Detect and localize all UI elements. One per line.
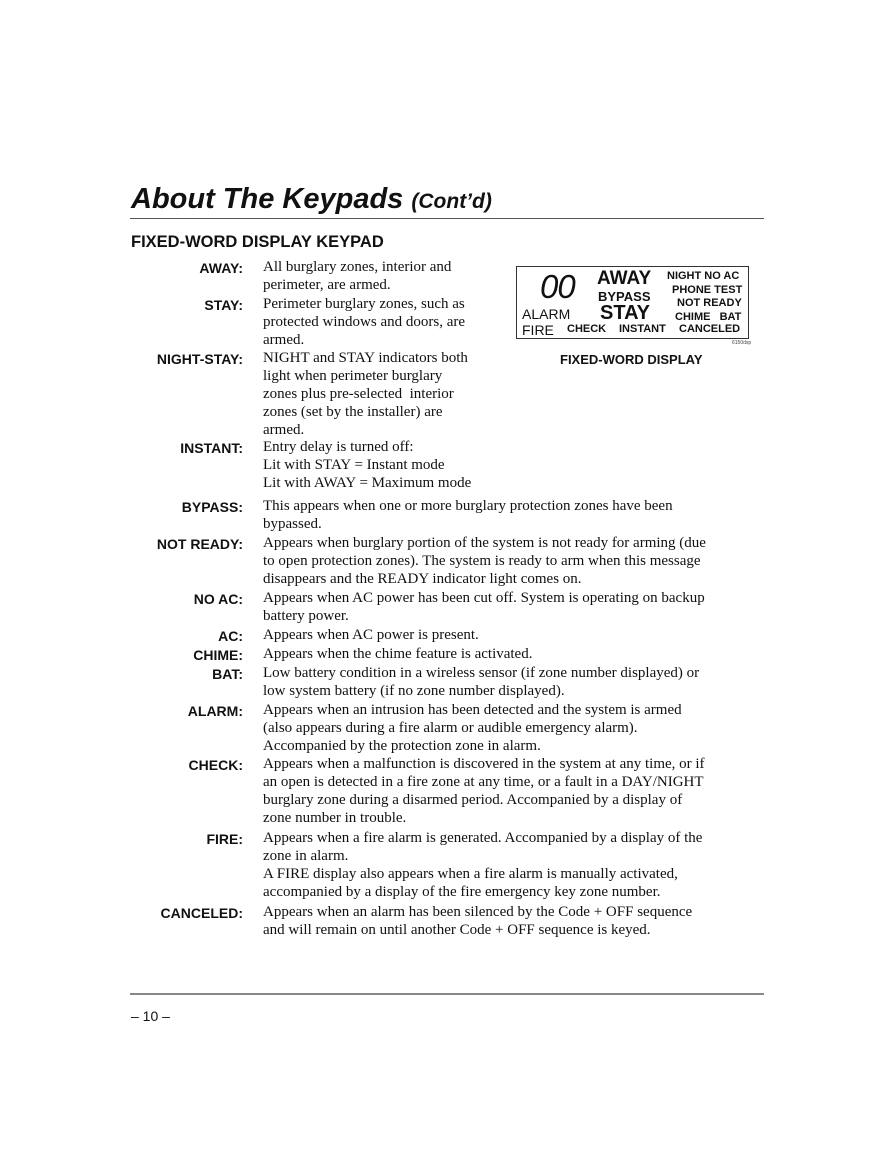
- definition-text-line: Lit with STAY = Instant mode: [263, 457, 445, 473]
- lcd-not-ready: NOT READY: [677, 297, 742, 309]
- definition-text-line: This appears when one or more burglary protection zones have been: [263, 498, 673, 514]
- title-main: About The Keypads: [131, 183, 404, 215]
- definition-term: ALARM:: [187, 703, 243, 719]
- lcd-check: CHECK: [567, 323, 607, 335]
- fixed-word-display: [516, 266, 749, 339]
- definition-term: CHECK:: [188, 757, 243, 773]
- page-number: – 10 –: [131, 1008, 170, 1024]
- definition-term: FIRE:: [206, 831, 243, 847]
- definition-term: CHIME:: [193, 647, 243, 663]
- lcd-stay: STAY: [600, 302, 651, 324]
- definition-term: STAY:: [204, 297, 243, 313]
- lcd-canceled: CANCELED: [679, 323, 741, 335]
- definition-text-line: light when perimeter burglary: [263, 368, 443, 384]
- definition-text-line: zone in alarm.: [263, 848, 349, 864]
- definition-text-line: disappears and the READY indicator light comes on.: [263, 571, 582, 587]
- definition-text-line: protected windows and doors, are: [263, 314, 466, 330]
- definition-text-line: Appears when burglary portion of the system is not ready for arming (due: [263, 535, 706, 551]
- footer-rule: [130, 993, 764, 995]
- lcd-away: AWAY: [597, 268, 652, 289]
- definition-text-line: low system battery (if no zone number displayed).: [263, 683, 565, 699]
- definition-text-line: zones (set by the installer) are: [263, 404, 443, 420]
- definition-text-line: zone number in trouble.: [263, 810, 407, 826]
- definition-text-line: Appears when a malfunction is discovered in the system at any time, or if: [263, 756, 705, 772]
- definition-term: AWAY:: [199, 260, 243, 276]
- lcd-instant: INSTANT: [619, 323, 666, 335]
- definition-text-line: and will remain on until another Code + OFF sequence is keyed.: [263, 922, 651, 938]
- definition-text-line: an open is detected in a fire zone at any time, or a fault in a DAY/NIGHT: [263, 774, 704, 790]
- definition-term: NOT READY:: [156, 536, 243, 552]
- definition-text-line: (also appears during a fire alarm or audible emergency alarm).: [263, 720, 638, 736]
- page-title: [131, 183, 492, 216]
- definition-text-line: zones plus pre-selected interior: [263, 386, 454, 402]
- definition-text-line: Entry delay is turned off:: [263, 439, 414, 455]
- definition-text-line: to open protection zones). The system is ready to arm when this message: [263, 553, 701, 569]
- definition-term: NIGHT-STAY:: [156, 351, 243, 367]
- definition-term: NO AC:: [193, 591, 243, 607]
- display-code: 6150dsp: [732, 340, 752, 346]
- section-title: FIXED-WORD DISPLAY KEYPAD: [131, 233, 384, 251]
- definition-text-line: Accompanied by the protection zone in alarm.: [263, 738, 541, 754]
- definition-text-line: All burglary zones, interior and: [263, 259, 452, 275]
- definition-text-line: Appears when AC power has been cut off. System is operating on backup: [263, 590, 705, 606]
- definition-text-line: Perimeter burglary zones, such as: [263, 296, 465, 312]
- definition-text-line: Appears when an intrusion has been detected and the system is armed: [263, 702, 682, 718]
- definition-text-line: bypassed.: [263, 516, 322, 532]
- lcd-night-no-ac: NIGHT NO AC: [667, 270, 740, 282]
- definition-text-line: Appears when AC power is present.: [263, 627, 479, 643]
- definition-text-line: burglary zone during a disarmed period. Accompanied by a display of: [263, 792, 683, 808]
- lcd-chime-bat: CHIME BAT: [675, 311, 742, 323]
- definition-text-line: Appears when a fire alarm is generated. Accompanied by a display of the: [263, 830, 703, 846]
- definition-text-line: accompanied by a display of the fire emergency key zone number.: [263, 884, 661, 900]
- definition-text-line: Lit with AWAY = Maximum mode: [263, 475, 472, 491]
- definition-text-line: Low battery condition in a wireless sensor (if zone number displayed) or: [263, 665, 700, 681]
- definition-text-line: A FIRE display also appears when a fire alarm is manually activated,: [263, 866, 678, 882]
- definition-text-line: Appears when the chime feature is activated.: [263, 646, 533, 662]
- definition-text-line: NIGHT and STAY indicators both: [263, 350, 468, 366]
- definition-term: BYPASS:: [181, 499, 243, 515]
- lcd-fire: FIRE: [522, 322, 554, 338]
- definition-term: BAT:: [212, 666, 243, 682]
- definition-term: INSTANT:: [180, 440, 243, 456]
- lcd-alarm: ALARM: [522, 306, 571, 322]
- definition-text-line: armed.: [263, 332, 305, 348]
- definition-text-line: Appears when an alarm has been silenced by the Code + OFF sequence: [263, 904, 693, 920]
- title-sub: (Cont’d): [411, 190, 492, 213]
- definition-term: AC:: [218, 628, 243, 644]
- definition-term: CANCELED:: [160, 905, 243, 921]
- definition-text-line: armed.: [263, 422, 305, 438]
- display-caption: FIXED-WORD DISPLAY: [560, 352, 703, 367]
- lcd-bypass: BYPASS: [598, 289, 651, 304]
- definition-text-line: battery power.: [263, 608, 349, 624]
- definition-text-line: perimeter, are armed.: [263, 277, 391, 293]
- lcd-phone-test: PHONE TEST: [672, 284, 743, 296]
- lcd-digits: 00: [540, 268, 575, 305]
- title-rule: [130, 218, 764, 219]
